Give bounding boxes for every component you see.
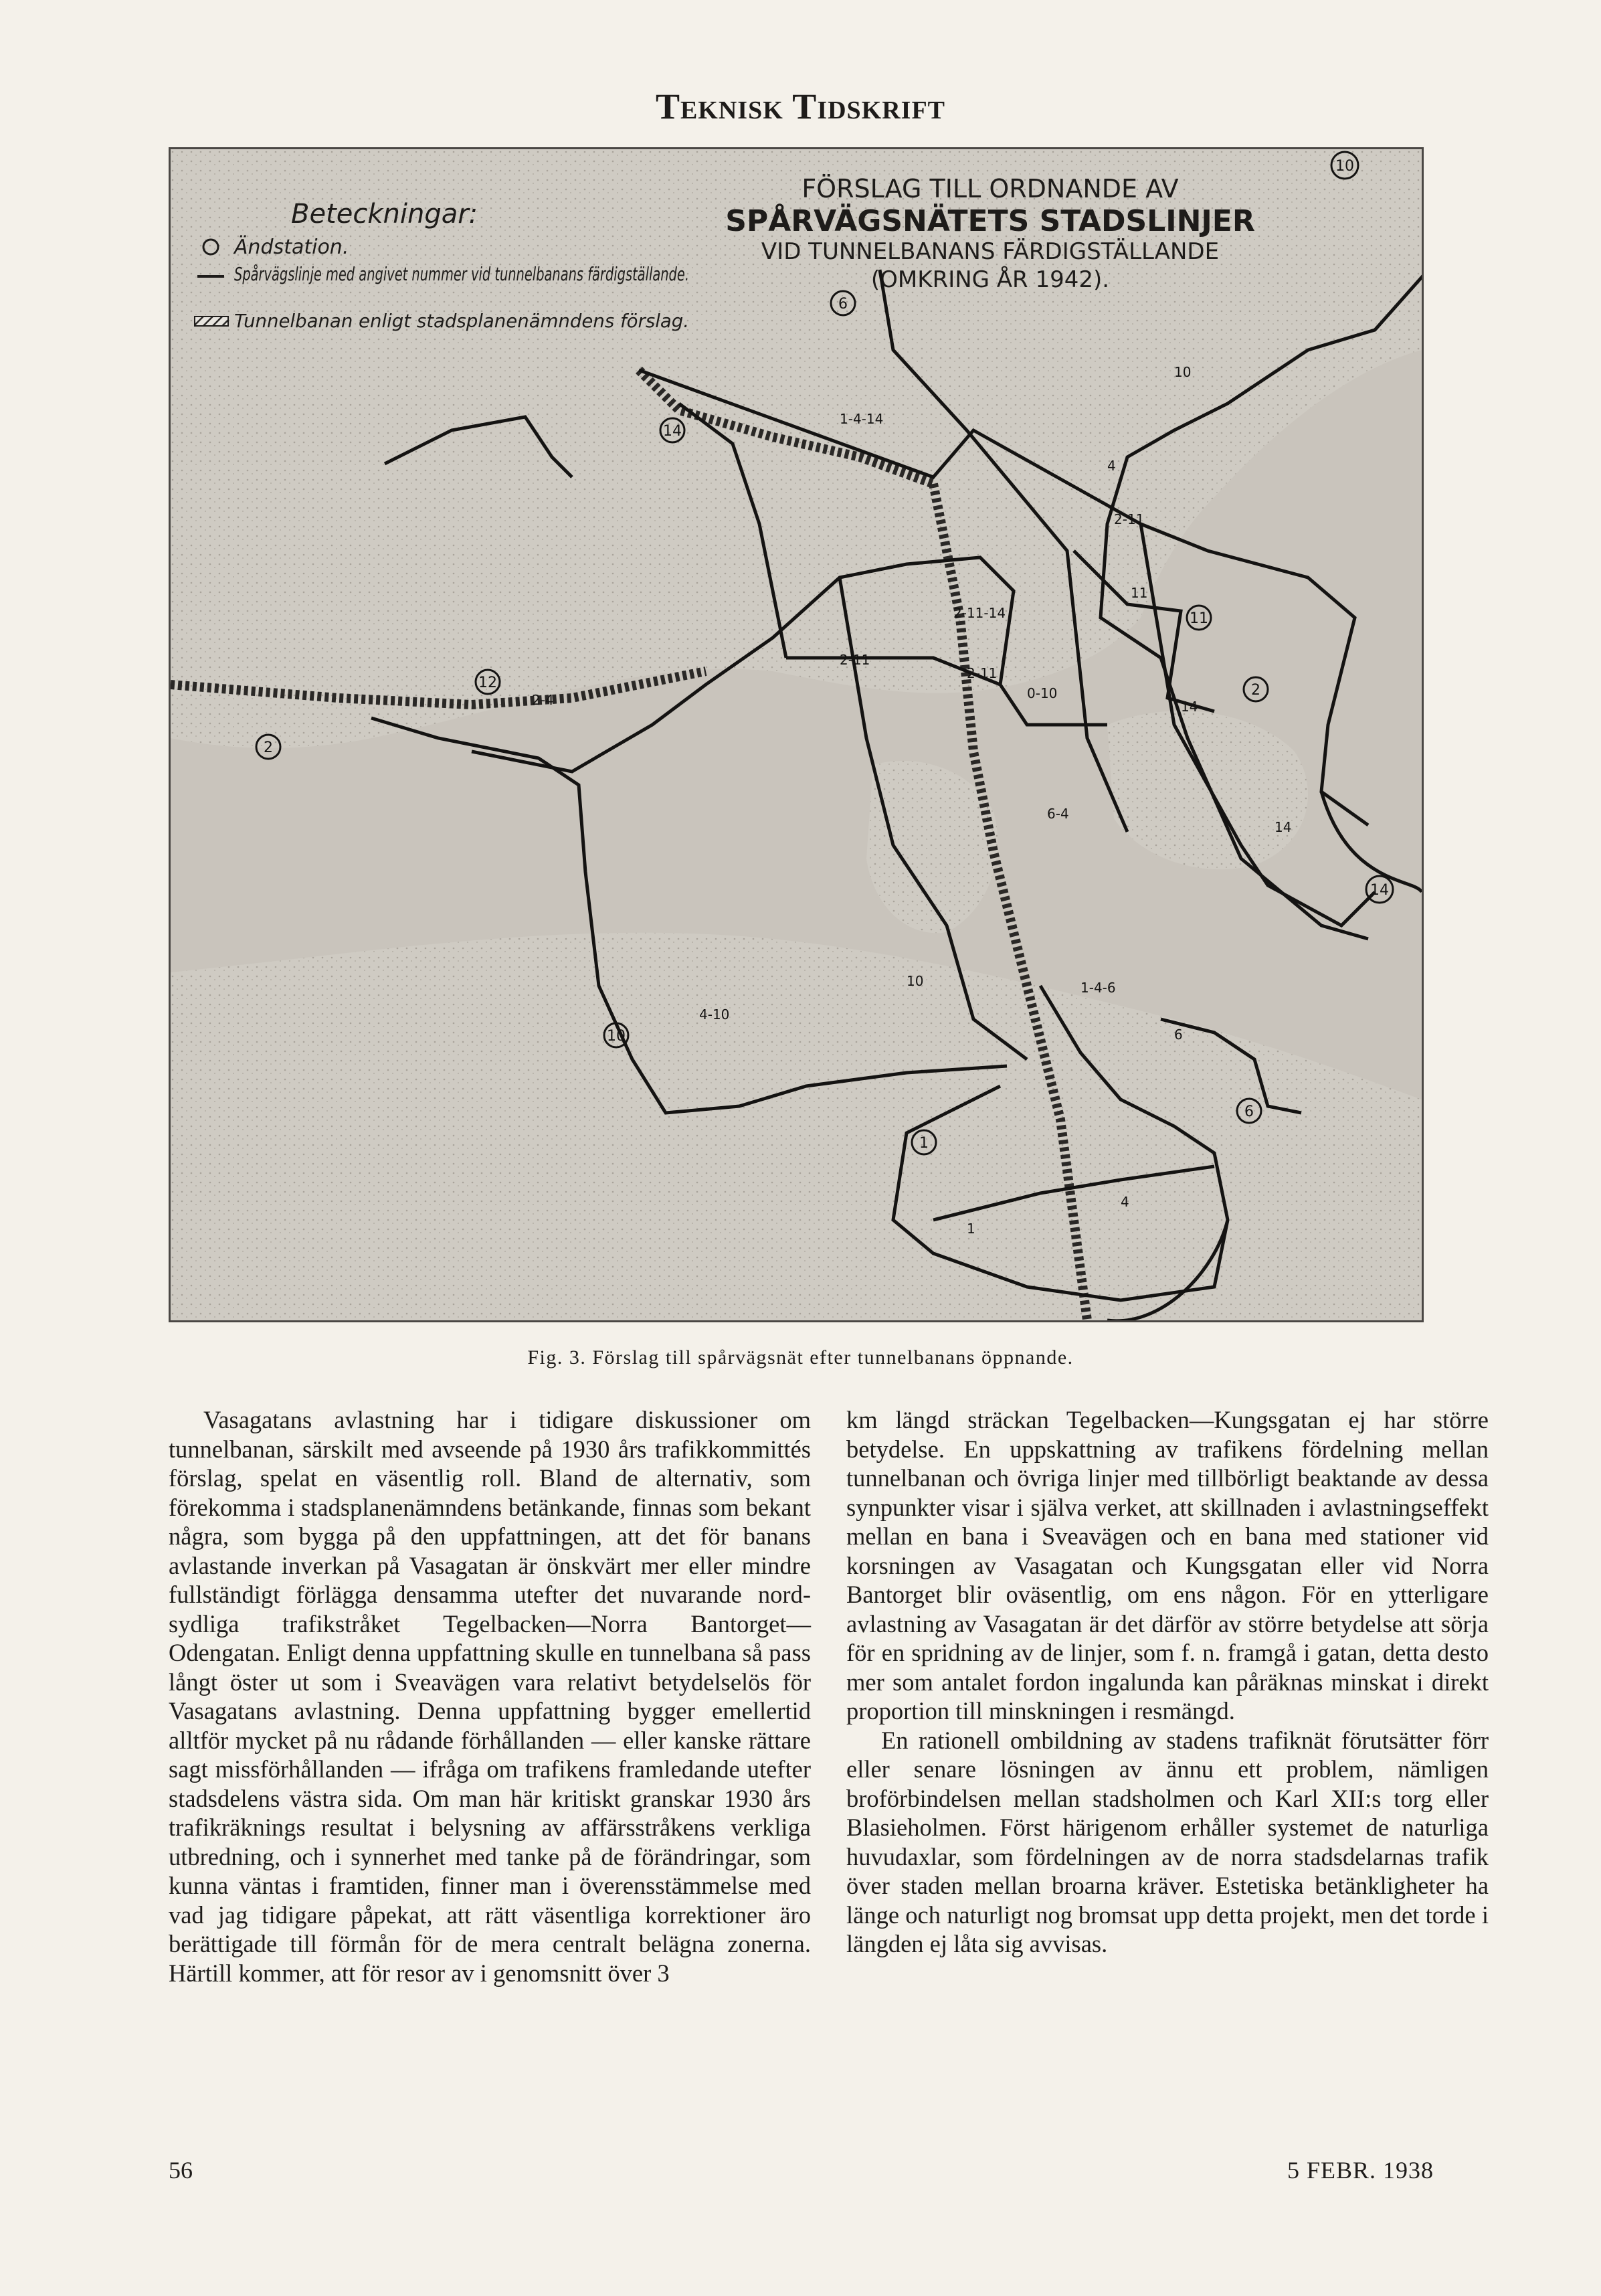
terminal-label: 11: [1190, 610, 1208, 627]
line-label: 1: [967, 1221, 975, 1237]
line-label: 1-4-14: [840, 411, 884, 427]
journal-title: Teknisk Tidskrift: [655, 86, 946, 126]
terminal-label: 6: [1244, 1103, 1254, 1120]
terminal-label: 12: [478, 675, 497, 691]
terminal-label: 1: [919, 1135, 929, 1152]
terminal-label: 14: [1370, 882, 1389, 899]
line-label: 0-10: [1027, 685, 1058, 701]
svg-text:Tunnelbanan enligt stadsplanen: Tunnelbanan enligt stadsplanenämndens förslag.: [234, 310, 689, 332]
line-label: 10: [1174, 364, 1192, 380]
tram-network-map: [169, 147, 1424, 1322]
subway-symbol-icon: [195, 317, 228, 326]
terminal-label: 6: [838, 296, 848, 313]
line-label: 2-11: [967, 665, 998, 681]
terminal-label: 10: [607, 1028, 626, 1045]
line-label: 4: [1121, 1194, 1129, 1210]
legend-title: Beteckningar:: [291, 199, 478, 230]
issue-date: 5 FEBR. 1938: [1287, 2157, 1434, 2184]
svg-text:(OMKRING ÅR 1942).: (OMKRING ÅR 1942).: [870, 266, 1110, 293]
line-label: 11: [1131, 585, 1148, 601]
line-label: 6-4: [1047, 806, 1069, 822]
line-label: 14: [1275, 819, 1292, 835]
terminal-label: 2: [264, 739, 273, 756]
line-label: 6: [1174, 1027, 1183, 1043]
line-label: 2-11-14: [953, 605, 1006, 621]
body-left-column: [169, 1405, 811, 1988]
line-label: 4-10: [699, 1006, 730, 1023]
line-label: 2-11: [1114, 511, 1145, 527]
page-number: 56: [169, 2157, 193, 2184]
svg-text:Ändstation.: Ändstation.: [234, 236, 349, 259]
line-label: 4: [1107, 458, 1116, 474]
figure-caption: Fig. 3. Förslag till spårvägsnät efter tunnelbanans öppnande.: [527, 1346, 1074, 1368]
line-label: 2-11: [840, 652, 870, 668]
body-paragraph: km längd sträckan Tegelbacken—Kungsgatan ej har större betydelse. En uppskattning av trafikens fördelning mellan tunnelbanan och övriga linjer med tillbörligt beaktande av dessa synpunkter visar i själva verket, att skillnaden i avlastningseffekt mellan en bana i Sveavägen och en bana med stationer vid korsningen av Vasagatan och Kungsgatan eller vid Norra Bantorget blir oväsentlig, om ens någon. För en ytterligare avlastning av Vasagatan är det därför av större betydelse att sörja för en spridning av de linjer, som f. n. framgå i gatan, detta desto mer som antalet fordon ingalunda kan påräknas minskat i direkt proportion till minskningen i resmängd.: [846, 1406, 1489, 1725]
line-label: 2-4: [532, 692, 554, 708]
body-paragraph: Vasagatans avlastning har i tidigare diskussioner om tunnelbanan, särskilt med avseende på 1930 års trafikkommittés förslag, spelat en väsentlig roll. Bland de alternativ, som förekomma i stadsplanenämndens betänkande, finnas som bekant några, som bygga på den uppfattningen, att det för banans avlastande inverkan på Vasagatan är önskvärt mer eller mindre fullständigt förlägga densamma utefter det nuvarande nord-sydliga trafikstråket Tegelbacken—Norra Bantorget—Odengatan. Enligt denna uppfattning skulle en tunnelbana så pass långt öster ut som i Sveavägen vara relativt betydelselös för Vasagatans avlastning. Denna uppfattning bygger emellertid alltför mycket på nu rådande förhållanden — eller kanske rättare sagt missförhållanden — ifråga om trafikens framledande utefter stadsdelens västra sida. Om man här kritiskt granskar 1930 års trafikräknings resultat i belysning av affärsstråkens verkliga utbredning, och i synnerhet med tanke på de förändringar, som kunna väntas i framtiden, finner man i överensstämmelse med vad jag tidigare påpekat, att rätt väsentliga korrektioner äro berättigade till förmån för de mera centralt belägna zonerna. Härtill kommer, att för resor av i genomsnitt över 3: [169, 1406, 811, 1987]
terminal-label: 14: [663, 423, 682, 440]
terminal-label: 2: [1251, 682, 1260, 699]
body-right-column: [846, 1405, 1489, 1959]
line-label: 10: [907, 973, 924, 989]
svg-text:VID TUNNELBANANS FÄRDIGSTÄLLAN: VID TUNNELBANANS FÄRDIGSTÄLLANDE: [761, 238, 1220, 265]
svg-text:Spårvägslinje med angivet numm: Spårvägslinje med angivet nummer vid tunnelbanans färdigställande.: [234, 263, 689, 285]
body-paragraph: En rationell ombildning av stadens trafiknät förutsätter förr eller senare lösningen av ännu ett problem, nämligen broförbindelsen mellan stadsholmen och Karl XII:s torg eller Blasieholmen. Först härigenom erhåller systemet de naturliga huvudaxlar, som fördelningen av de norra stadsdelarnas trafik över staden mellan broarna kräver. Estetiska betänkligheter ha länge och naturligt nog bromsat upp detta projekt, men det torde i längden ej låta sig avvisas.: [846, 1726, 1489, 1957]
line-label: 1-4-6: [1080, 980, 1116, 996]
svg-text:FÖRSLAG TILL ORDNANDE AV: FÖRSLAG TILL ORDNANDE AV: [802, 174, 1179, 203]
line-label: 14: [1181, 699, 1198, 715]
terminal-label: 10: [1335, 158, 1354, 175]
svg-text:SPÅRVÄGSNÄTETS STADSLINJER: SPÅRVÄGSNÄTETS STADSLINJER: [725, 204, 1255, 238]
